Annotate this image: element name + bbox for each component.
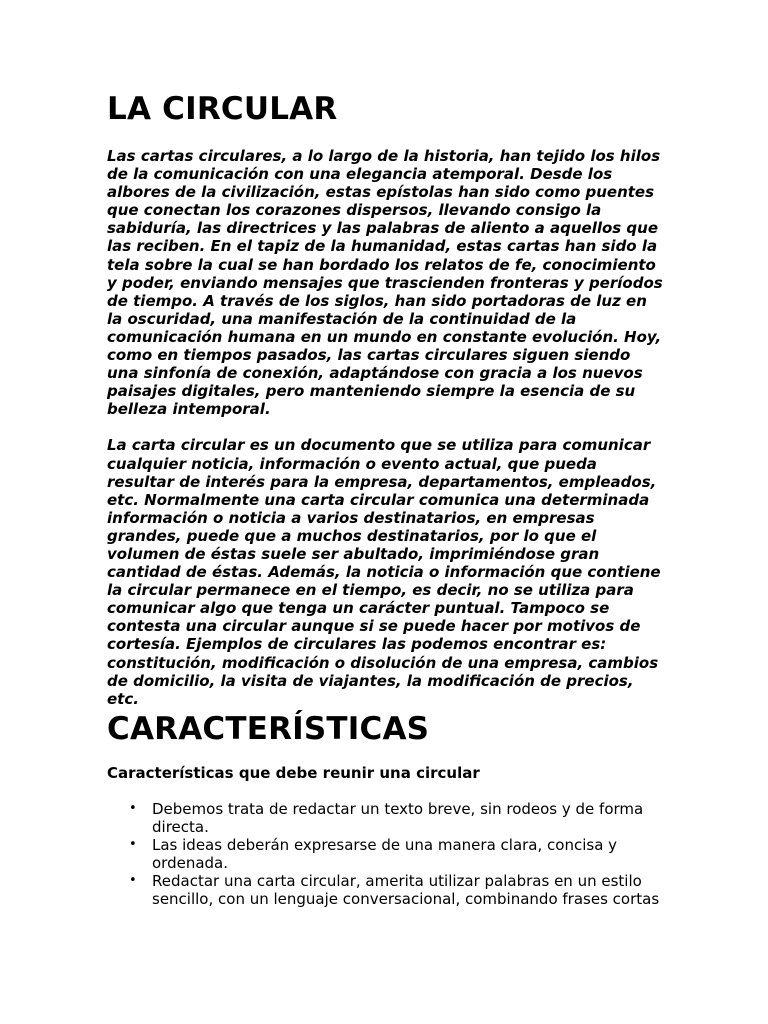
list-item	[129, 835, 667, 872]
bullet-icon: •	[129, 836, 137, 852]
list-item-text: Redactar una carta circular, amerita utilizar palabras en un estilo sencillo, con un lenguaje conversacional, combinando frases cortas	[152, 871, 660, 908]
document-body	[107, 88, 667, 908]
section-subtitle: Características que debe reunir una circular	[107, 763, 480, 782]
definition-paragraph: La carta circular es un documento que se utiliza para comunicar cualquier noticia, información o evento actual, que pueda resultar de interés para la empresa, departamentos, empleados, etc. Normalmente una carta circular comunica una determinada información o noticia a varios destinatarios, en empresas grandes, puede que a muchos destinatarios, por lo que el volumen de éstas suele ser abultado, imprimiéndose gran cantidad de éstas. Además, la noticia o información que contiene la circular permanece en el tiempo, es decir, no se utiliza para comunicar algo que tenga un carácter puntual. Tampoco se contesta una circular aunque si se puede hacer por motivos de cortesía. Ejemplos de circulares las podemos encontrar es: constitución, modificación o disolución de una empresa, cambios de domicilio, la visita de viajantes, la modificación de precios, etc.	[107, 436, 661, 708]
characteristics-list	[107, 800, 667, 908]
bullet-icon: •	[129, 872, 137, 888]
page-title: LA CIRCULAR	[107, 91, 338, 127]
list-item	[129, 799, 667, 836]
section-title: CARACTERÍSTICAS	[107, 710, 430, 747]
list-item	[129, 871, 667, 908]
list-item-text: Las ideas deberán expresarse de una manera clara, concisa y ordenada.	[152, 835, 618, 872]
bullet-icon: •	[129, 800, 137, 816]
list-item-text: Debemos trata de redactar un texto breve, sin rodeos y de forma directa.	[152, 799, 644, 836]
intro-paragraph: Las cartas circulares, a lo largo de la historia, han tejido los hilos de la comunicación con una elegancia atemporal. Desde los albores de la civilización, estas epístolas han sido como puentes que conectan los corazones dispersos, llevando consigo la sabiduría, las directrices y las palabras de aliento a aquellos que las reciben. En el tapiz de la humanidad, estas cartas han sido la tela sobre la cual se han bordado los relatos de fe, conocimiento y poder, enviando mensajes que trascienden fronteras y períodos de tiempo. A través de los siglos, han sido portadoras de luz en la oscuridad, una manifestación de la continuidad de la comunicación humana en un mundo en constante evolución. Hoy, como en tiempos pasados, las cartas circulares siguen siendo una sinfonía de conexión, adaptándose con gracia a los nuevos paisajes digitales, pero manteniendo siempre la esencia de su belleza intemporal.	[107, 147, 663, 419]
